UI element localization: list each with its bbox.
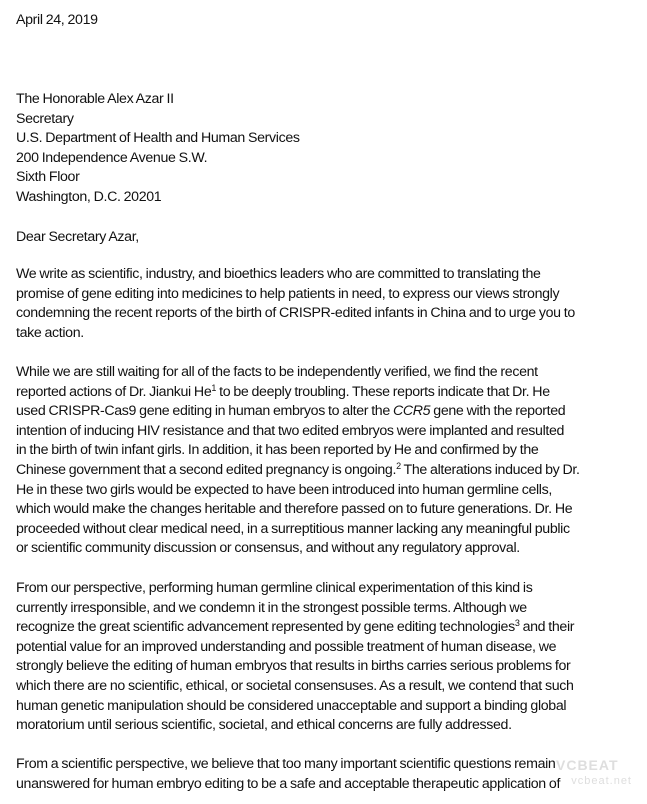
recipient-title: Secretary xyxy=(16,110,74,127)
paragraph-perspective xyxy=(16,579,574,736)
watermark-logo xyxy=(556,757,636,791)
paragraph-line: take action. xyxy=(16,324,84,341)
text-segment: Chinese government that a second edited pregnancy is ongoing. xyxy=(16,461,397,478)
recipient-street: 200 Independence Avenue S.W. xyxy=(16,149,208,166)
paragraph-intro xyxy=(16,265,575,343)
paragraph-line: human genetic manipulation should be considered unacceptable and support a binding global xyxy=(16,697,567,714)
paragraph-line: intention of inducing HIV resistance and that two edited embryos were implanted and resulted xyxy=(16,422,565,439)
paragraph-line xyxy=(16,461,580,481)
date-text: April 24, 2019 xyxy=(16,12,98,28)
letter-date xyxy=(16,11,98,31)
footnote-ref-1[interactable]: 1 xyxy=(211,382,217,393)
paragraph-line: From a scientific perspective, we believe that too many important scientific questions remain xyxy=(16,756,556,772)
paragraph-facts xyxy=(16,363,580,559)
paragraph-line xyxy=(16,402,580,422)
paragraph-line xyxy=(16,618,574,638)
paragraph-line: unanswered for human embryo editing to be a safe and acceptable therapeutic application of xyxy=(16,775,561,792)
watermark-main-text: VCBEAT xyxy=(556,757,619,773)
paragraph-scientific xyxy=(16,755,560,794)
recipient-address-block xyxy=(16,90,300,208)
paragraph-line: or scientific community discussion or consensus, and without any regulatory approval. xyxy=(16,540,520,557)
paragraph-line: While we are still waiting for all of the facts to be independently verified, we find the recent xyxy=(16,364,538,380)
recipient-name: The Honorable Alex Azar II xyxy=(16,91,174,107)
salutation-text: Dear Secretary Azar, xyxy=(16,229,139,245)
watermark-sub-text: vcbeat.net xyxy=(571,775,632,787)
paragraph-line: moratorium until serious scientific, societal, and ethical concerns are fully addressed. xyxy=(16,717,512,734)
paragraph-line: which there are no scientific, ethical, or societal consensuses. As a result, we contend that such xyxy=(16,677,574,694)
paragraph-line: potential value for an improved understanding and possible treatment of human disease, we xyxy=(16,638,557,655)
paragraph-line: promise of gene editing into medicines to help patients in need, to express our views strongly xyxy=(16,285,560,302)
paragraph-line xyxy=(16,383,580,403)
text-segment: reported actions of Dr. Jiankui He xyxy=(16,383,212,400)
paragraph-line: which would make the changes heritable and therefore passed on to future generations. Dr. He xyxy=(16,501,573,518)
paragraph-line: We write as scientific, industry, and bioethics leaders who are committed to translating the xyxy=(16,266,541,282)
recipient-department: U.S. Department of Health and Human Services xyxy=(16,130,300,147)
salutation xyxy=(16,228,139,248)
recipient-city: Washington, D.C. 20201 xyxy=(16,188,162,205)
paragraph-line: proceeded without clear medical need, in a surreptitious manner lacking any meaningful public xyxy=(16,520,570,537)
paragraph-line: currently irresponsible, and we condemn it in the strongest possible terms. Although we xyxy=(16,599,527,616)
text-segment: used CRISPR-Cas9 gene editing in human embryos to alter the xyxy=(16,403,393,420)
recipient-floor: Sixth Floor xyxy=(16,169,80,186)
text-segment: The alterations induced by Dr. xyxy=(400,461,580,478)
paragraph-line: strongly believe the editing of human embryos that results in births carries serious problems for xyxy=(16,658,571,675)
paragraph-line: From our perspective, performing human germline clinical experimentation of this kind is xyxy=(16,580,533,596)
paragraph-line: in the birth of twin infant girls. In addition, it has been reported by He and confirmed by the xyxy=(16,442,539,459)
paragraph-line: He in these two girls would be expected to have been introduced into human germline cells, xyxy=(16,481,552,498)
paragraph-line: condemning the recent reports of the birth of CRISPR-edited infants in China and to urge you to xyxy=(16,305,575,322)
footnote-ref-3[interactable]: 3 xyxy=(514,618,520,629)
footnote-ref-2[interactable]: 2 xyxy=(396,460,401,471)
gene-name-italic: CCR5 xyxy=(392,403,431,420)
text-segment: to be deeply troubling. These reports indicate that Dr. He xyxy=(216,383,550,400)
text-segment: gene with the reported xyxy=(430,403,566,420)
text-segment: recognize the great scientific advancement represented by gene editing technologies xyxy=(16,619,515,636)
text-segment: and their xyxy=(519,619,575,636)
